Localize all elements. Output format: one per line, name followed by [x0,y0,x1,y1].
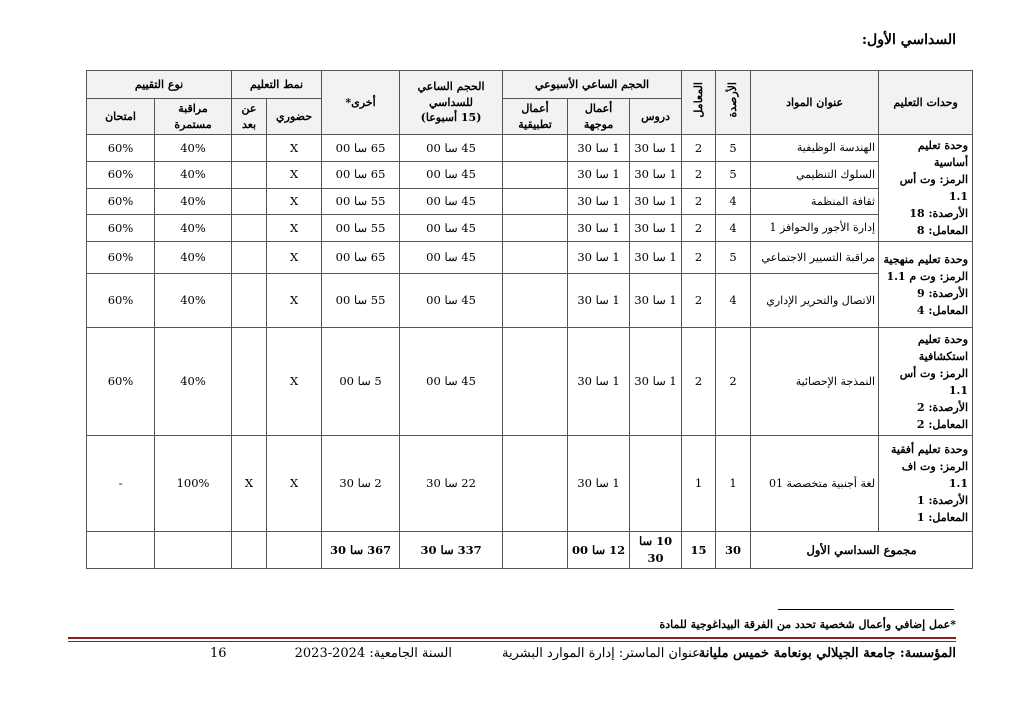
subject-exam: 60% [87,215,155,242]
table-row [87,274,973,328]
subject-lectures: 1 سا 30 [630,188,682,215]
footnote-rule [778,609,954,610]
subject-coef: 2 [682,188,716,215]
table-row [87,188,973,215]
subject-lectures: 1 سا 30 [630,274,682,328]
subject-coef: 2 [682,274,716,328]
subject-name: مراقبة التسيير الاجتماعي [751,242,879,274]
header-credits: الأرصدة [716,71,751,135]
subject-practicals [503,161,568,188]
subject-continuous: 40% [155,328,232,436]
unit-cell: وحدة تعليم أساسية الرمز: وت أس 1.1 الأرصدة: 18 المعامل: 8 [879,135,973,242]
header-presential: حضوري [267,99,322,135]
footer-master: عنوان الماستر: إدارة الموارد البشرية [502,646,700,661]
header-distance: عن بعد [232,99,267,135]
total-credits: 30 [716,532,751,568]
subject-coef: 2 [682,215,716,242]
subject-presential: X [267,274,322,328]
subject-exam: - [87,436,155,532]
header-weekly: الحجم الساعي الأسبوعي [503,71,682,99]
curriculum-table [86,70,973,569]
header-tutorials: أعمال موجهة [568,99,630,135]
subject-practicals [503,242,568,274]
footer-institution: المؤسسة: جامعة الجيلالي بونعامة خميس مليانة [698,646,956,661]
subject-credits: 1 [716,436,751,532]
subject-exam: 60% [87,328,155,436]
header-evaluation: نوع التقييم [87,71,232,99]
total-semester: 337 سا 30 [400,532,503,568]
header-other: أخرى* [322,71,400,135]
subject-presential: X [267,436,322,532]
subject-semester: 22 سا 30 [400,436,503,532]
total-exam [87,532,155,568]
subject-lectures [630,436,682,532]
unit-cell: وحدة تعليم منهجية الرمز: وت م 1.1 الأرصدة: 9 المعامل: 4 [879,242,973,328]
subject-semester: 45 سا 00 [400,274,503,328]
subject-practicals [503,436,568,532]
subject-exam: 60% [87,274,155,328]
table-row [87,436,973,532]
unit-cell: وحدة تعليم استكشافية الرمز: وت أس 1.1 الأرصدة: 2 المعامل: 2 [879,328,973,436]
subject-other: 55 سا 00 [322,274,400,328]
subject-presential: X [267,242,322,274]
subject-presential: X [267,328,322,436]
subject-tutorials: 1 سا 30 [568,161,630,188]
subject-semester: 45 سا 00 [400,135,503,162]
total-lectures: 10 سا 30 [630,532,682,568]
subject-continuous: 40% [155,135,232,162]
subject-exam: 60% [87,161,155,188]
subject-semester: 45 سا 00 [400,215,503,242]
subject-exam: 60% [87,242,155,274]
subject-credits: 5 [716,135,751,162]
subject-semester: 45 سا 00 [400,328,503,436]
header-continuous: مراقبة مستمرة [155,99,232,135]
subject-lectures: 1 سا 30 [630,215,682,242]
subject-continuous: 40% [155,188,232,215]
page-number: 16 [210,646,227,661]
header-lectures: دروس [630,99,682,135]
subject-coef: 2 [682,161,716,188]
table-row [87,135,973,162]
subject-lectures: 1 سا 30 [630,135,682,162]
table-row [87,328,973,436]
subject-name: الهندسة الوظيفية [751,135,879,162]
total-label: مجموع السداسي الأول [751,532,973,568]
subject-tutorials: 1 سا 30 [568,135,630,162]
subject-continuous: 40% [155,215,232,242]
subject-continuous: 40% [155,242,232,274]
subject-tutorials: 1 سا 30 [568,242,630,274]
subject-coef: 2 [682,328,716,436]
subject-practicals [503,135,568,162]
header-practicals: أعمال تطبيقية [503,99,568,135]
subject-credits: 2 [716,328,751,436]
subject-name: لغة أجنبية متخصصة 01 [751,436,879,532]
total-coef: 15 [682,532,716,568]
subject-distance [232,242,267,274]
footnote: *عمل إضافي وأعمال شخصية تحدد من الفرقة البيداغوجية للمادة [659,618,956,631]
subject-continuous: 40% [155,161,232,188]
subject-continuous: 40% [155,274,232,328]
header-exam: امتحان [87,99,155,135]
header-coef: المعامل [682,71,716,135]
subject-credits: 5 [716,242,751,274]
subject-coef: 2 [682,242,716,274]
total-presential [267,532,322,568]
subject-distance [232,215,267,242]
subject-tutorials: 1 سا 30 [568,436,630,532]
subject-credits: 4 [716,188,751,215]
unit-cell: وحدة تعليم أفقية الرمز: وت اف 1.1 الأرصدة: 1 المعامل: 1 [879,436,973,532]
subject-other: 55 سا 00 [322,215,400,242]
page-footer [68,646,956,666]
subject-presential: X [267,215,322,242]
subject-name: النمذجة الإحصائية [751,328,879,436]
subject-tutorials: 1 سا 30 [568,215,630,242]
subject-credits: 4 [716,274,751,328]
footer-year: السنة الجامعية: 2024-2023 [294,646,452,661]
total-practicals [503,532,568,568]
subject-distance [232,328,267,436]
subject-other: 55 سا 00 [322,188,400,215]
subject-exam: 60% [87,188,155,215]
table-row [87,215,973,242]
total-continuous [155,532,232,568]
subject-distance: X [232,436,267,532]
footer-rule [68,637,956,639]
subject-credits: 5 [716,161,751,188]
subject-distance [232,274,267,328]
subject-tutorials: 1 سا 30 [568,328,630,436]
subject-distance [232,135,267,162]
subject-exam: 60% [87,135,155,162]
header-units: وحدات التعليم [879,71,973,135]
subject-semester: 45 سا 00 [400,161,503,188]
subject-other: 65 سا 00 [322,242,400,274]
header-subject: عنوان المواد [751,71,879,135]
subject-distance [232,188,267,215]
subject-semester: 45 سا 00 [400,188,503,215]
subject-tutorials: 1 سا 30 [568,274,630,328]
subject-name: ثقافة المنظمة [751,188,879,215]
footer-rule-thin [68,641,956,642]
header-semester-volume: الحجم الساعي للسداسي (15 أسبوعا) [400,71,503,135]
subject-lectures: 1 سا 30 [630,161,682,188]
subject-other: 5 سا 00 [322,328,400,436]
subject-other: 2 سا 30 [322,436,400,532]
subject-distance [232,161,267,188]
subject-coef: 1 [682,436,716,532]
subject-other: 65 سا 00 [322,135,400,162]
total-tutorials: 12 سا 00 [568,532,630,568]
table-row [87,242,973,274]
subject-presential: X [267,161,322,188]
total-row [87,532,973,568]
subject-credits: 4 [716,215,751,242]
subject-coef: 2 [682,135,716,162]
total-distance [232,532,267,568]
subject-practicals [503,215,568,242]
subject-name: الاتصال والتحرير الإداري [751,274,879,328]
subject-presential: X [267,188,322,215]
subject-name: السلوك التنظيمي [751,161,879,188]
semester-title: السداسي الأول: [861,32,956,48]
subject-tutorials: 1 سا 30 [568,188,630,215]
subject-practicals [503,188,568,215]
header-mode: نمط التعليم [232,71,322,99]
total-other: 367 سا 30 [322,532,400,568]
subject-presential: X [267,135,322,162]
subject-name: إدارة الأجور والحوافز 1 [751,215,879,242]
subject-lectures: 1 سا 30 [630,242,682,274]
subject-continuous: 100% [155,436,232,532]
subject-practicals [503,274,568,328]
subject-lectures: 1 سا 30 [630,328,682,436]
subject-other: 65 سا 00 [322,161,400,188]
subject-semester: 45 سا 00 [400,242,503,274]
subject-practicals [503,328,568,436]
table-row [87,161,973,188]
